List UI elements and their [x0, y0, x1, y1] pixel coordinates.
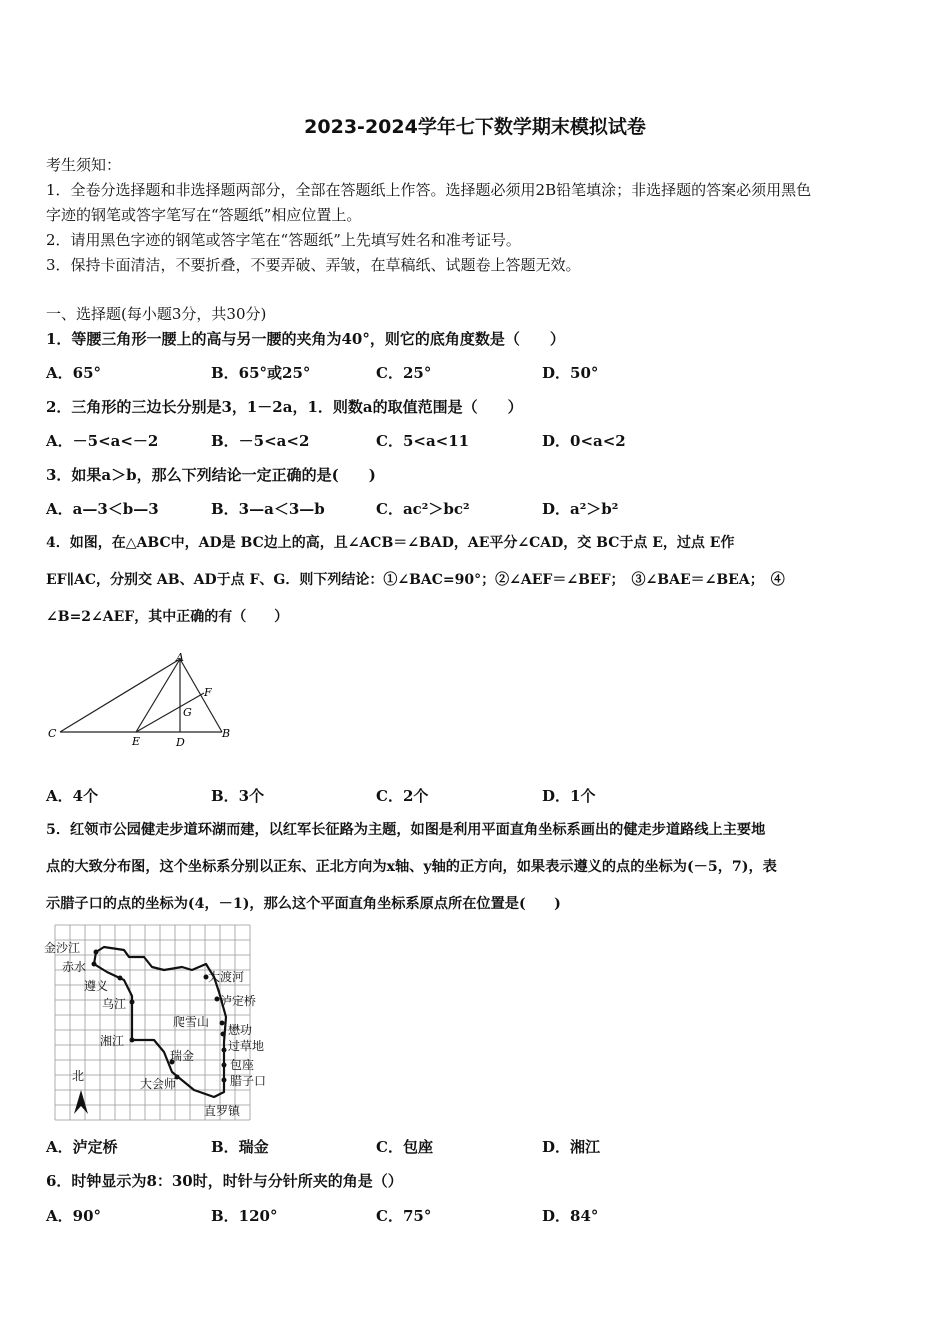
- option-c: C．25°: [376, 364, 432, 382]
- label-b: B: [222, 727, 231, 740]
- option-d: D．50°: [542, 364, 599, 382]
- option-d: D．84°: [542, 1207, 599, 1225]
- place-zhiluozhen: 直罗镇: [204, 1104, 241, 1118]
- north-arrow-icon: [74, 1090, 88, 1114]
- option-b: B．3—a＜3—b: [211, 500, 325, 518]
- place-zunyi: 遵义: [84, 979, 109, 993]
- option-a: A．a—3＜b—3: [46, 500, 159, 518]
- triangle-figure: [44, 650, 244, 750]
- option-b: B．瑞金: [211, 1138, 269, 1156]
- place-daduhe: 大渡河: [208, 970, 245, 984]
- option-b: B．3个: [211, 787, 265, 805]
- option-a: A．90°: [46, 1207, 102, 1225]
- option-c: C．2个: [376, 787, 429, 805]
- option-c: C．5<a<11: [376, 432, 470, 450]
- place-ludingqiao: 泸定桥: [220, 994, 257, 1008]
- option-d: D．0<a<2: [542, 432, 626, 450]
- place-ruijin: 瑞金: [170, 1049, 195, 1063]
- question-stem: ∠B=2∠AEF，其中正确的有（ ）: [46, 609, 289, 625]
- place-chishui: 赤水: [62, 960, 87, 974]
- option-b: B．120°: [211, 1207, 278, 1225]
- option-d: D．a²＞b²: [542, 500, 619, 518]
- option-a: A．泸定桥: [46, 1138, 118, 1156]
- notice-item: 字迹的钢笔或答字笔写在“答题纸”相应位置上。: [46, 206, 362, 224]
- page-title: 2023-2024学年七下数学期末模拟试卷: [304, 116, 646, 138]
- question-stem: 2．三角形的三边长分别是3，1－2a，1．则数a的取值范围是（ ）: [46, 398, 523, 416]
- option-a: A．65°: [46, 364, 102, 382]
- question-stem: 6．时钟显示为8：30时，时针与分针所夹的角是（）: [46, 1172, 403, 1190]
- notice-item: 3．保持卡面清洁，不要折叠，不要弄破、弄皱，在草稿纸、试题卷上答题无效。: [46, 256, 581, 274]
- option-c: C．ac²＞bc²: [376, 500, 470, 518]
- question-stem: 示腊子口的点的坐标为(4，－1)，那么这个平面直角坐标系原点所在位置是( ): [46, 896, 561, 912]
- option-a: A．－5<a<－2: [46, 432, 159, 450]
- label-e: E: [132, 735, 141, 748]
- question-stem: 5．红领市公园健走步道环湖而建，以红军长征路为主题，如图是利用平面直角坐标系画出的健走步道路线上主要地: [46, 822, 766, 838]
- place-paxueshan: 爬雪山: [173, 1015, 210, 1029]
- route-map: [44, 922, 280, 1124]
- place-jinshajiang: 金沙江: [44, 941, 81, 955]
- option-b: B．－5<a<2: [211, 432, 310, 450]
- question-stem: 1．等腰三角形一腰上的高与另一腰的夹角为40°，则它的底角度数是（ ）: [46, 330, 565, 348]
- question-stem: EF∥AC，分别交 AB、AD于点 F、G．则下列结论：①∠BAC=90°；②∠AEF＝∠BEF； ③∠BAE＝∠BEA； ④: [46, 572, 785, 588]
- place-wujiang: 乌江: [102, 997, 127, 1011]
- option-a: A．4个: [46, 787, 99, 805]
- label-d: D: [176, 736, 185, 749]
- north-label: 北: [72, 1069, 85, 1083]
- label-a: A: [176, 651, 184, 664]
- place-guocaodi: 过草地: [228, 1039, 265, 1053]
- place-lazikou: 腊子口: [230, 1074, 267, 1088]
- place-maogong: 懋功: [228, 1023, 253, 1037]
- question-stem: 3．如果a＞b，那么下列结论一定正确的是( ): [46, 466, 376, 484]
- option-c: C．75°: [376, 1207, 432, 1225]
- place-xiangjiang: 湘江: [100, 1034, 125, 1048]
- option-d: D．湘江: [542, 1138, 601, 1156]
- notice-item: 2．请用黑色字迹的钢笔或答字笔在“答题纸”上先填写姓名和准考证号。: [46, 231, 521, 249]
- option-c: C．包座: [376, 1138, 433, 1156]
- label-c: C: [48, 727, 57, 740]
- option-d: D．1个: [542, 787, 596, 805]
- question-stem: 点的大致分布图，这个坐标系分别以正东、正北方向为x轴、y轴的正方向，如果表示遵义的点的坐标为(－5，7)，表: [46, 859, 777, 875]
- label-g: G: [183, 706, 192, 719]
- place-baozuo: 包座: [230, 1058, 255, 1072]
- place-dahuishi: 大会师: [140, 1077, 177, 1091]
- question-stem: 4．如图，在△ABC中，AD是 BC边上的高，且∠ACB＝∠BAD，AE平分∠CAD，交 BC于点 E，过点 E作: [46, 535, 735, 551]
- section-heading: 一、选择题(每小题3分，共30分): [46, 305, 267, 323]
- option-b: B．65°或25°: [211, 364, 311, 382]
- notice-heading: 考生须知：: [46, 156, 122, 174]
- notice-item: 1．全卷分选择题和非选择题两部分，全部在答题纸上作答。选择题必须用2B铅笔填涂；非选择题的答案必须用黑色: [46, 181, 812, 199]
- label-f: F: [204, 686, 212, 699]
